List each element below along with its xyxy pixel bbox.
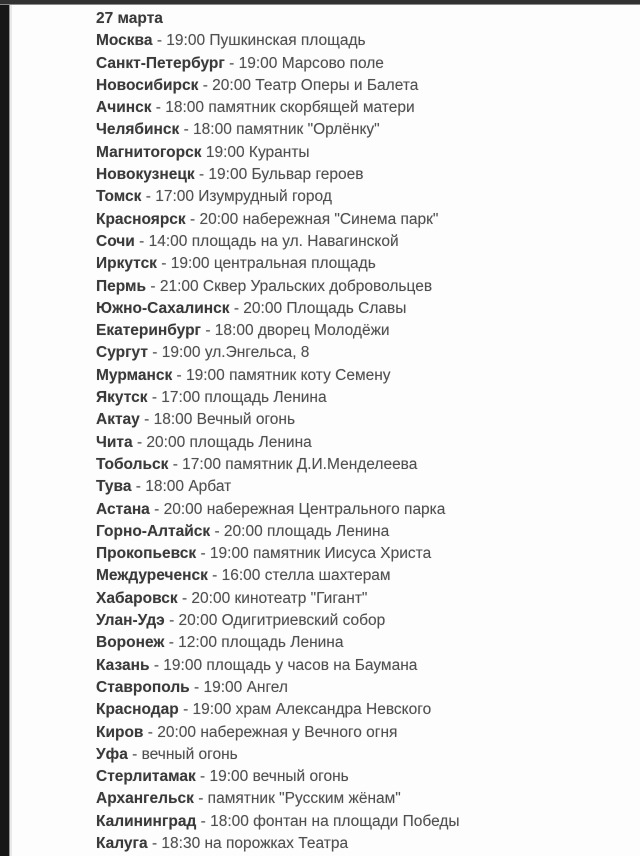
city-name: Астана xyxy=(96,500,150,518)
schedule-row xyxy=(96,342,630,364)
city-name: Новосибирск xyxy=(96,76,199,94)
schedule-row xyxy=(96,788,630,810)
schedule-row xyxy=(96,632,630,654)
event-details: - 19:00 Марсово поле xyxy=(229,54,384,72)
schedule-row xyxy=(96,655,630,677)
event-details: - 18:30 на порожках Театра xyxy=(151,834,349,852)
schedule-row xyxy=(96,521,630,543)
event-details: - 20:00 Площадь Славы xyxy=(233,299,407,317)
event-details: - 19:00 памятник Иисуса Христа xyxy=(200,545,432,563)
city-name: Ставрополь xyxy=(96,678,190,696)
event-details: - 18:00 памятник "Орлёнку" xyxy=(183,121,380,139)
city-name: Краснодар xyxy=(96,701,179,719)
city-name: Чита xyxy=(96,433,133,451)
schedule-row xyxy=(96,811,630,833)
city-name: Воронеж xyxy=(96,634,165,652)
event-details: - 20:00 Одигитриевский собор xyxy=(169,612,386,630)
schedule-row xyxy=(96,432,630,454)
event-details: - вечный огонь xyxy=(132,745,238,763)
city-name: Горно-Алтайск xyxy=(96,522,211,540)
schedule-row xyxy=(96,320,630,342)
city-name: Казань xyxy=(96,656,150,674)
event-details: - 20:00 набережная у Вечного огня xyxy=(147,723,398,741)
schedule-row xyxy=(96,119,630,141)
photo-top-edge xyxy=(0,0,640,5)
schedule-row xyxy=(96,97,630,119)
schedule-row xyxy=(96,543,630,565)
schedule-row xyxy=(96,30,630,52)
city-name: Магнитогорск xyxy=(96,143,202,161)
event-details: - 20:00 набережная Центрального парка xyxy=(154,500,446,518)
schedule-row xyxy=(96,75,630,97)
schedule-row xyxy=(96,565,630,587)
event-details: - памятник "Русским жёнам" xyxy=(198,790,401,808)
event-details: - 19:00 ул.Энгельса, 8 xyxy=(152,344,310,362)
event-details: - 19:00 площадь у часов на Баумана xyxy=(153,656,418,674)
schedule-row xyxy=(96,677,630,699)
schedule-row xyxy=(96,699,630,721)
schedule-row xyxy=(96,142,630,164)
schedule-row xyxy=(96,298,630,320)
event-details: - 21:00 Сквер Уральских добровольцев xyxy=(150,277,433,295)
schedule-row xyxy=(96,454,630,476)
city-name: Москва xyxy=(96,32,153,50)
event-details: - 19:00 центральная площадь xyxy=(161,255,376,273)
event-details: - 19:00 Пушкинская площадь xyxy=(156,32,366,50)
event-details: - 14:00 площадь на ул. Навагинской xyxy=(139,232,399,250)
schedule-row xyxy=(96,499,630,521)
city-name: Красноярск xyxy=(96,210,186,228)
city-name: Ачинск xyxy=(96,99,152,117)
event-details: - 20:00 площадь Ленина xyxy=(214,522,390,540)
city-name: Мурманск xyxy=(96,366,173,384)
event-details: - 18:00 Арбат xyxy=(135,478,232,496)
event-details: - 20:00 кинотеатр "Гигант" xyxy=(181,589,368,607)
city-name: Новокузнецк xyxy=(96,166,195,184)
event-details: - 17:00 площадь Ленина xyxy=(151,389,327,407)
schedule-row xyxy=(96,365,630,387)
city-name: Тобольск xyxy=(96,455,169,473)
event-details: - 18:00 памятник скорбящей матери xyxy=(155,99,415,117)
city-name: Междуреченск xyxy=(96,567,208,585)
city-name: Тува xyxy=(96,478,132,496)
schedule-row xyxy=(96,588,630,610)
schedule-row xyxy=(96,164,630,186)
city-name: Челябинск xyxy=(96,121,180,139)
schedule-row xyxy=(96,476,630,498)
event-details: - 18:00 фонтан на площади Победы xyxy=(200,812,460,830)
city-name: Санкт-Петербург xyxy=(96,54,225,72)
city-name: Пермь xyxy=(96,277,147,295)
city-name: Сочи xyxy=(96,232,135,250)
schedule-row xyxy=(96,186,630,208)
event-details: - 19:00 Бульвар героев xyxy=(198,166,364,184)
city-name: Хабаровск xyxy=(96,589,178,607)
event-details: - 17:00 памятник Д.И.Менделеева xyxy=(172,455,418,473)
schedule-row xyxy=(96,409,630,431)
city-name: Иркутск xyxy=(96,255,157,273)
schedule-page xyxy=(0,5,640,855)
schedule-row xyxy=(96,766,630,788)
city-name: Стерлитамак xyxy=(96,768,196,786)
schedule-row xyxy=(96,833,630,855)
city-name: Архангельск xyxy=(96,790,194,808)
schedule-row xyxy=(96,722,630,744)
schedule-row xyxy=(96,53,630,75)
event-details: - 19:00 храм Александра Невского xyxy=(183,701,432,719)
event-details: - 18:00 дворец Молодёжи xyxy=(205,322,390,340)
city-name: Томск xyxy=(96,188,142,206)
city-name: Актау xyxy=(96,411,140,429)
event-details: - 16:00 стелла шахтерам xyxy=(212,567,391,585)
event-details: - 17:00 Изумрудный город xyxy=(145,188,332,206)
city-name: Калининград xyxy=(96,812,197,830)
city-name: Киров xyxy=(96,723,144,741)
event-details: - 20:00 набережная "Синема парк" xyxy=(190,210,439,228)
event-details: 19:00 Куранты xyxy=(205,143,310,161)
schedule-list xyxy=(96,30,630,855)
city-name: Сургут xyxy=(96,344,148,362)
schedule-row xyxy=(96,276,630,298)
city-name: Якутск xyxy=(96,389,148,407)
schedule-row xyxy=(96,610,630,632)
city-name: Южно-Сахалинск xyxy=(96,299,230,317)
event-details: - 19:00 вечный огонь xyxy=(200,768,349,786)
photo-left-edge xyxy=(0,0,10,856)
city-name: Калуга xyxy=(96,834,148,852)
event-details: - 19:00 Ангел xyxy=(194,678,288,696)
schedule-row xyxy=(96,387,630,409)
date-header: 27 марта xyxy=(96,10,163,27)
schedule-row xyxy=(96,209,630,231)
event-details: - 12:00 площадь Ленина xyxy=(168,634,344,652)
city-name: Уфа xyxy=(96,745,128,763)
event-details: - 18:00 Вечный огонь xyxy=(144,411,296,429)
city-name: Прокопьевск xyxy=(96,545,197,563)
event-details: - 20:00 площадь Ленина xyxy=(136,433,312,451)
schedule-row xyxy=(96,253,630,275)
event-details: - 20:00 Театр Оперы и Балета xyxy=(202,76,419,94)
city-name: Екатеринбург xyxy=(96,322,201,340)
event-details: - 19:00 памятник коту Семену xyxy=(176,366,391,384)
city-name: Улан-Удэ xyxy=(96,612,165,630)
schedule-row xyxy=(96,744,630,766)
schedule-row xyxy=(96,231,630,253)
